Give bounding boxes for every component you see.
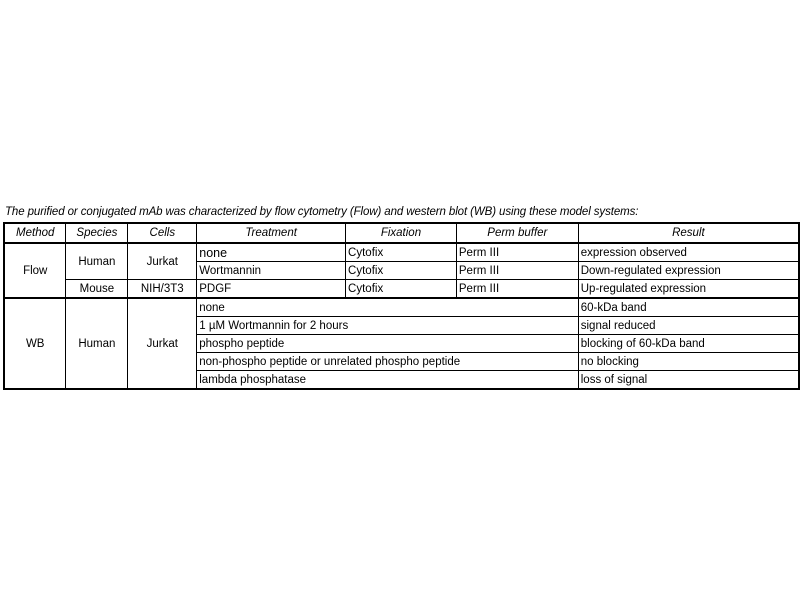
cells-cell: Jurkat bbox=[128, 243, 197, 280]
species-cell: Human bbox=[66, 243, 128, 280]
result-cell: Up-regulated expression bbox=[578, 280, 799, 299]
fixation-cell: Cytofix bbox=[346, 262, 457, 280]
table-caption: The purified or conjugated mAb was characterized by flow cytometry (Flow) and western blot (WB) using these model systems: bbox=[5, 206, 639, 218]
result-cell: expression observed bbox=[578, 243, 799, 262]
treatment-cell: lambda phosphatase bbox=[197, 371, 579, 390]
treatment-cell: non-phospho peptide or unrelated phospho peptide bbox=[197, 353, 579, 371]
treatment-cell: PDGF bbox=[197, 280, 346, 299]
header-perm-buffer: Perm buffer bbox=[456, 223, 578, 243]
perm-cell: Perm III bbox=[456, 262, 578, 280]
result-cell: signal reduced bbox=[578, 317, 799, 335]
result-cell: Down-regulated expression bbox=[578, 262, 799, 280]
perm-cell: Perm III bbox=[456, 243, 578, 262]
species-cell: Human bbox=[66, 298, 128, 389]
result-cell: no blocking bbox=[578, 353, 799, 371]
table-row bbox=[4, 243, 799, 262]
table-row bbox=[4, 298, 799, 317]
header-treatment: Treatment bbox=[197, 223, 346, 243]
result-cell: loss of signal bbox=[578, 371, 799, 390]
method-cell: WB bbox=[4, 298, 66, 389]
treatment-cell: none bbox=[197, 298, 579, 317]
header-method: Method bbox=[4, 223, 66, 243]
header-fixation: Fixation bbox=[346, 223, 457, 243]
header-result: Result bbox=[578, 223, 799, 243]
header-cells: Cells bbox=[128, 223, 197, 243]
treatment-cell: none bbox=[197, 243, 346, 262]
header-row bbox=[4, 223, 799, 243]
treatment-cell: phospho peptide bbox=[197, 335, 579, 353]
fixation-cell: Cytofix bbox=[346, 280, 457, 299]
cells-cell: NIH/3T3 bbox=[128, 280, 197, 299]
header-species: Species bbox=[66, 223, 128, 243]
result-cell: 60-kDa band bbox=[578, 298, 799, 317]
perm-cell: Perm III bbox=[456, 280, 578, 299]
treatment-cell: 1 µM Wortmannin for 2 hours bbox=[197, 317, 579, 335]
result-cell: blocking of 60-kDa band bbox=[578, 335, 799, 353]
fixation-cell: Cytofix bbox=[346, 243, 457, 262]
table-row bbox=[4, 280, 799, 299]
cells-cell: Jurkat bbox=[128, 298, 197, 389]
method-cell: Flow bbox=[4, 243, 66, 298]
model-systems-table bbox=[3, 222, 800, 390]
treatment-cell: Wortmannin bbox=[197, 262, 346, 280]
species-cell: Mouse bbox=[66, 280, 128, 299]
